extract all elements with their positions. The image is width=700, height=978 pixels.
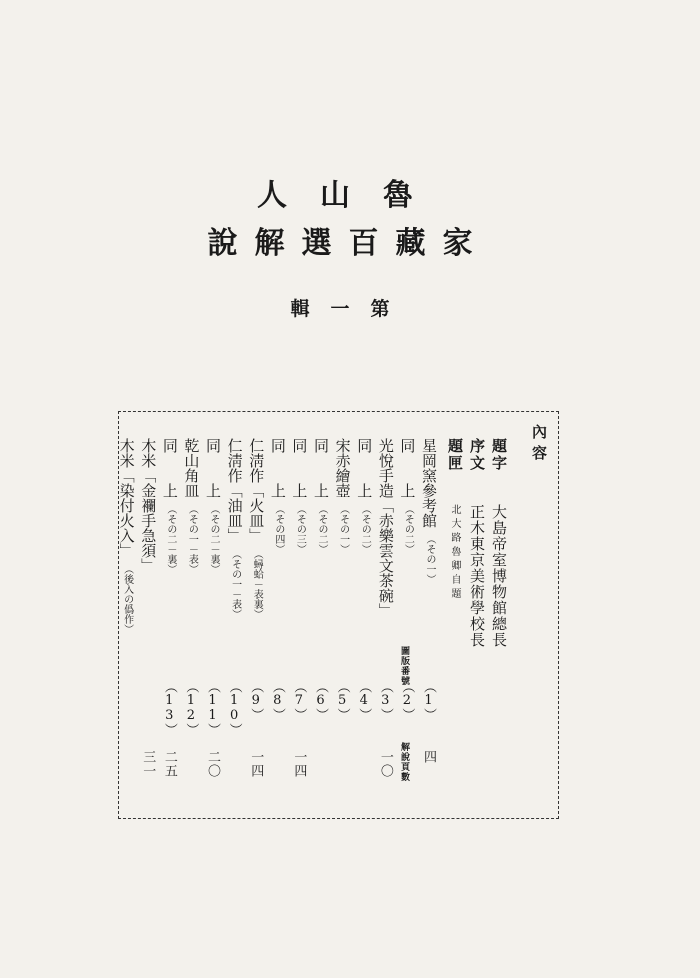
title-char: 藏 [395,226,426,261]
plate-number: （2） [399,680,415,721]
contents-item-title: 同 上 [290,438,309,498]
contents-item-title: 同 上 [355,438,374,498]
page-number: 一〇 [377,750,393,778]
frontmatter-label: 題字 [490,438,508,472]
plate-number: （5） [334,680,350,721]
contents-item-title: 木米「金襴手急須」 [139,438,158,573]
plate-number: （3） [377,680,393,721]
plate-number: （7） [291,680,307,721]
plate-number: （12） [183,680,199,736]
frontmatter-value: 北大路魯卿自題 [449,504,460,602]
contents-item-subtitle: （その一－表） [186,504,198,574]
contents-item-subtitle: （その一） [424,534,435,584]
contents-item-subtitle: （その二－裏） [208,504,219,574]
title-main-line [195,218,485,262]
contents-item-subtitle: （その二） [359,504,371,554]
plate-number: （1） [421,680,436,721]
contents-item-subtitle: （その四） [272,504,284,554]
frontmatter-value: 正木東京美術學校長 [468,504,486,648]
contents-box [118,411,559,819]
title-char: 魯 [383,178,413,213]
contents-item-subtitle: （その二） [402,504,414,554]
page-number: 一四 [291,750,307,778]
contents-item-title: 宋赤繪壺 [333,438,352,498]
title-char: 說 [207,226,238,261]
plate-number: （10） [226,680,242,736]
plate-number: （4） [356,680,372,721]
plate-number: （11） [205,680,220,736]
contents-item-title: 仁淸作「火皿」 [247,438,266,543]
plate-number: （9） [248,680,264,721]
plate-number-header: 圖版番號 [399,646,409,686]
plate-number: （8） [269,680,285,721]
contents-item-title: 木米「染付火入」 [117,438,136,558]
frontmatter-value: 大島帝室博物館總長 [490,504,508,648]
page-number: 四 [421,750,436,764]
contents-item-subtitle: （その一） [337,504,349,554]
volume-char: 輯 [290,298,310,320]
contents-item-subtitle: （後入の僞作） [121,564,133,634]
frontmatter-label: 題匣 [446,438,464,472]
contents-item-title: 同 上 [398,438,417,498]
title-char: 山 [320,178,350,213]
volume-char: 第 [370,298,390,320]
contents-item-subtitle: （その二－裏） [164,504,176,574]
title-char: 百 [348,226,379,261]
page-number: 二〇 [205,750,220,778]
contents-item-subtitle: （蟳蛤－表裏） [251,549,263,619]
title-char: 選 [301,226,332,261]
contents-item-title: 同 上 [204,438,222,498]
contents-item-title: 同 上 [268,438,287,498]
contents-item-subtitle: （その一－表） [229,549,241,619]
contents-item-subtitle: （その二） [316,504,327,554]
page-number-header: 解說頁數 [399,742,409,782]
contents-item-title: 光悅手造「赤樂雲文茶碗」 [376,438,395,618]
title-char: 人 [257,178,287,213]
volume-char: 一 [330,298,350,320]
page-number: 三一 [140,750,156,778]
plate-number: （6） [313,680,328,721]
page-number: 二五 [161,750,177,778]
title-char: 家 [442,226,473,261]
page-number: 一四 [248,750,264,778]
title-author-line [240,170,430,214]
title-char: 解 [254,226,285,261]
contents-item-title: 星岡窯參考館 [420,438,438,528]
contents-item-title: 同 上 [160,438,179,498]
contents-item-subtitle: （その三） [294,504,306,554]
contents-heading: 內容 [530,424,548,466]
plate-number: （13） [161,680,177,736]
contents-item-title: 乾山角皿 [182,438,201,498]
contents-item-title: 同 上 [312,438,330,498]
volume-label [270,294,410,321]
contents-item-title: 仁淸作「油皿」 [225,438,244,543]
frontmatter-label: 序文 [468,438,486,472]
